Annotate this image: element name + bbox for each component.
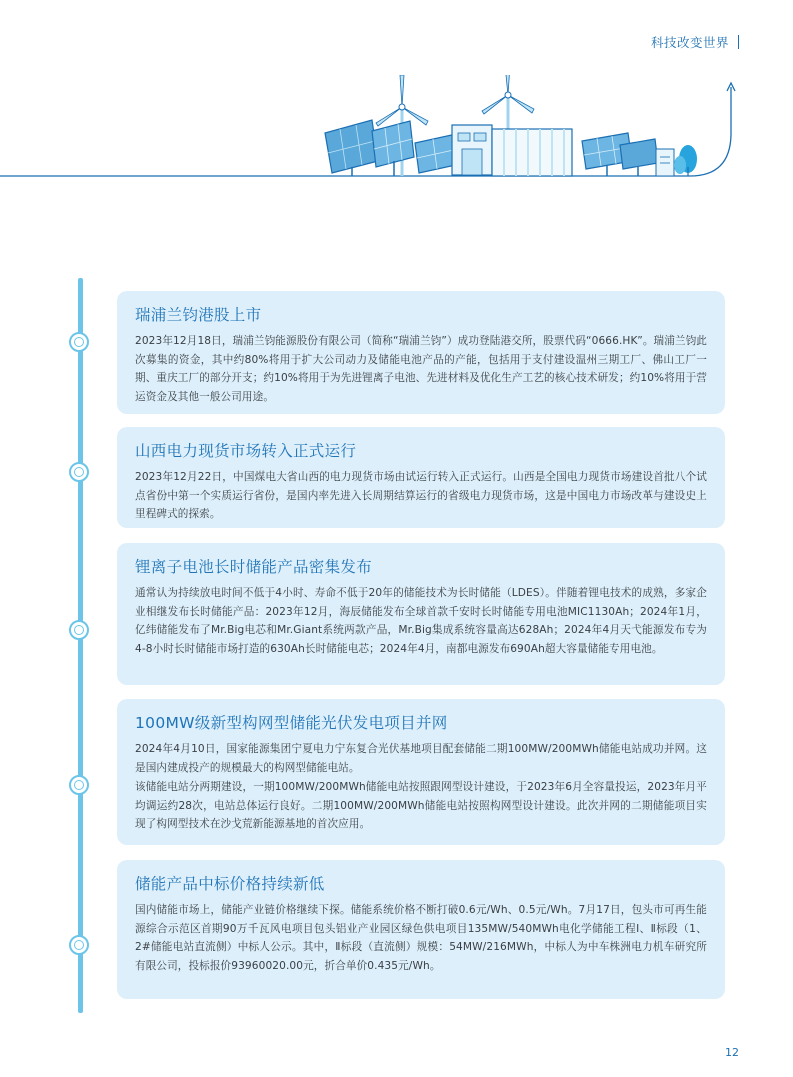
timeline-node-icon: [69, 462, 89, 482]
card-paragraph: 通常认为持续放电时间不低于4小时、寿命不低于20年的储能技术为长时储能（LDES）。伴随着锂电技术的成熟，多家企业相继发布长时储能产品：2023年12月，海辰储能发布全球首款千安时长时储能专用电池MIC1130Ah；2024年1月，亿纬储能发布了Mr.Big电芯和Mr.Giant系统两款产品，Mr.Big集成系统容量高达628Ah；2024年4月天弋能源发布专为4-8小时长时储能市场打造的630Ah长时储能电芯；2024年4月，南都电源发布690Ah超大容量储能专用电池。: [135, 587, 707, 655]
card-title: 锂离子电池长时储能产品密集发布: [135, 558, 373, 576]
news-card: [117, 699, 725, 845]
solar-panel-icon: [620, 139, 658, 176]
timeline-node-icon: [69, 775, 89, 795]
card-paragraph: 2024年4月10日，国家能源集团宁夏电力宁东复合光伏基地项目配套储能二期100MW/200MWh储能电站成功并网。这是国内建成投产的规模最大的构网型储能电站。: [135, 743, 707, 774]
card-paragraph: 2023年12月22日，中国煤电大省山西的电力现货市场由试运行转入正式运行。山西是全国电力现货市场建设首批八个试点省份中第一个实质运行省份，是国内率先进入长周期结算运行的省级电力现货市场，这是中国电力市场改革与建设史上里程碑式的探索。: [135, 471, 707, 521]
timeline-node-icon: [69, 935, 89, 955]
solar-panel-icon: [325, 120, 378, 176]
battery-storage-icon: [452, 125, 492, 175]
header-tagline: 科技改变世界: [650, 35, 729, 50]
card-title: 100MW级新型构网型储能光伏发电项目并网: [135, 714, 448, 732]
card-title: 储能产品中标价格持续新低: [135, 875, 325, 893]
solar-panel-icon: [372, 121, 414, 176]
card-title: 山西电力现货市场转入正式运行: [135, 442, 357, 460]
card-title: 瑞浦兰钧港股上市: [135, 306, 262, 324]
news-card: [117, 427, 725, 528]
card-paragraph: 国内储能市场上，储能产业链价格继续下探。储能系统价格不断打破0.6元/Wh、0.5元/Wh。7月17日，包头市可再生能源综合示范区首期90万千瓦风电项目包头铝业产业园区绿色供电项目135MW/540MWh电化学储能工程Ⅰ、Ⅱ标段（1、2#储能电站直流侧）中标人公示。其中，Ⅱ标段（直流侧）规模：54MW/216MWh，中标人为中车株洲电力机车研究所有限公司，投标报价93960020.00元，折合单价0.435元/Wh。: [135, 904, 707, 972]
timeline-node-icon: [69, 620, 89, 640]
card-paragraph: 2023年12月18日，瑞浦兰钧能源股份有限公司（简称“瑞浦兰钧”）成功登陆港交所，股票代码“0666.HK”。瑞浦兰钧此次募集的资金，其中约80%将用于扩大公司动力及储能电池产品的产能，包括用于支付建设温州三期工厂、佛山工厂一期、重庆工厂的部分开支；约10%将用于为先进锂离子电池、先进材料及优化生产工艺的核心技术研发；约10%将用于营运资金及其他一般公司用途。: [135, 335, 707, 403]
battery-storage-icon: [492, 129, 572, 176]
tree-icon: [674, 145, 697, 176]
news-card: [117, 291, 725, 414]
news-card: [117, 860, 725, 999]
news-card: [117, 543, 725, 685]
card-paragraph: 该储能电站分两期建设，一期100MW/200MWh储能电站按照跟网型设计建设，于2023年6月全容量投运，2023年月平均调运约28次，电站总体运行良好。二期100MW/200MWh储能电站按照构网型设计建设。此次并网的二期储能项目实现了构网型技术在沙戈荒新能源基地的首次应用。: [135, 781, 707, 831]
renewable-energy-illustration: [0, 75, 793, 190]
cabinet-icon: [656, 149, 674, 176]
page-number: 12: [725, 1046, 739, 1059]
timeline-node-icon: [69, 332, 89, 352]
timeline-bar: [78, 278, 83, 1013]
